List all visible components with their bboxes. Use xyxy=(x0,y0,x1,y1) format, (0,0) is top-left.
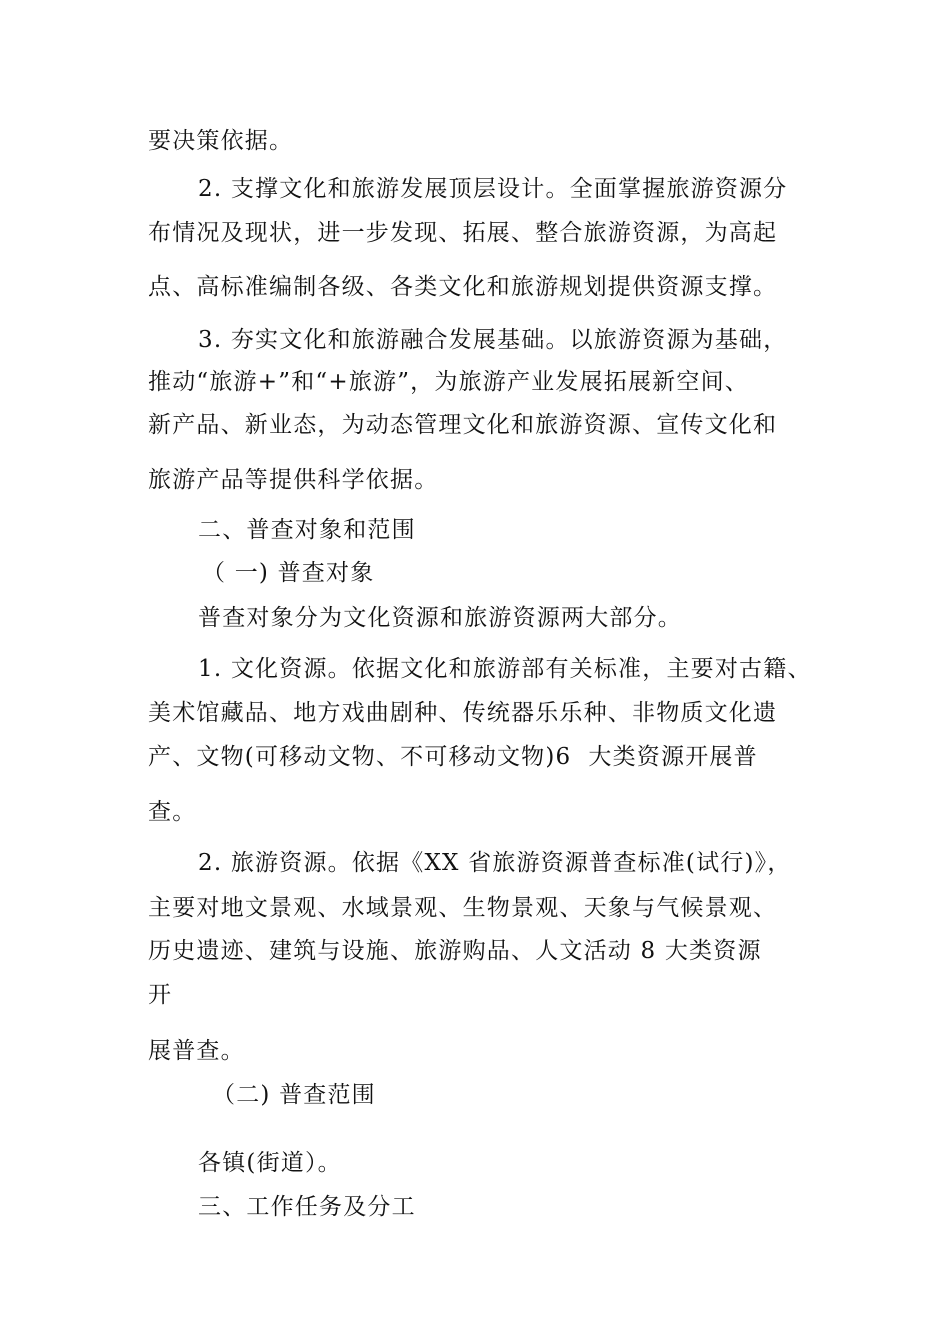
subsection-heading: （二) 普查范围 xyxy=(212,1082,376,1108)
section-heading: 三、工作任务及分工 xyxy=(198,1194,416,1220)
subsection-heading: （ 一) 普查对象 xyxy=(202,560,375,586)
text-line: 历史遗迹、建筑与设施、旅游购品、人文活动 8 大类资源 xyxy=(148,938,762,964)
text-line: 美术馆藏品、地方戏曲剧种、传统器乐乐种、非物质文化遗 xyxy=(148,700,778,726)
text-line: 推动“旅游+”和“+旅游”，为旅游产业发展拓展新空间、 xyxy=(148,369,749,395)
text-line: 3. 夯实文化和旅游融合发展基础。以旅游资源为基础， xyxy=(198,327,788,353)
text-line: 要决策依据。 xyxy=(148,128,294,154)
section-heading: 二、普查对象和范围 xyxy=(198,517,416,543)
text-line: 新产品、新业态，为动态管理文化和旅游资源、宣传文化和 xyxy=(148,412,778,438)
text-line: 开 xyxy=(148,982,173,1008)
text-line: 2. 支撑文化和旅游发展顶层设计。全面掌握旅游资源分 xyxy=(198,176,788,202)
text-line: 产、文物(可移动文物、不可移动文物)6 大类资源开展普 xyxy=(148,744,758,770)
text-line: 布情况及现状，进一步发现、拓展、整合旅游资源，为高起 xyxy=(148,220,778,246)
text-line: 旅游产品等提供科学依据。 xyxy=(148,467,439,493)
text-line: 1. 文化资源。依据文化和旅游部有关标准，主要对古籍、 xyxy=(198,656,812,682)
text-line: 普查对象分为文化资源和旅游资源两大部分。 xyxy=(198,605,682,631)
text-line: 查。 xyxy=(148,799,197,825)
text-line: 各镇(街道）。 xyxy=(198,1150,342,1176)
text-line: 2. 旅游资源。依据《XX 省旅游资源普查标准(试行)》， xyxy=(198,850,792,876)
text-line: 主要对地文景观、水域景观、生物景观、天象与气候景观、 xyxy=(148,895,778,921)
text-line: 点、高标准编制各级、各类文化和旅游规划提供资源支撑。 xyxy=(148,274,778,300)
text-line: 展普查。 xyxy=(148,1038,245,1064)
